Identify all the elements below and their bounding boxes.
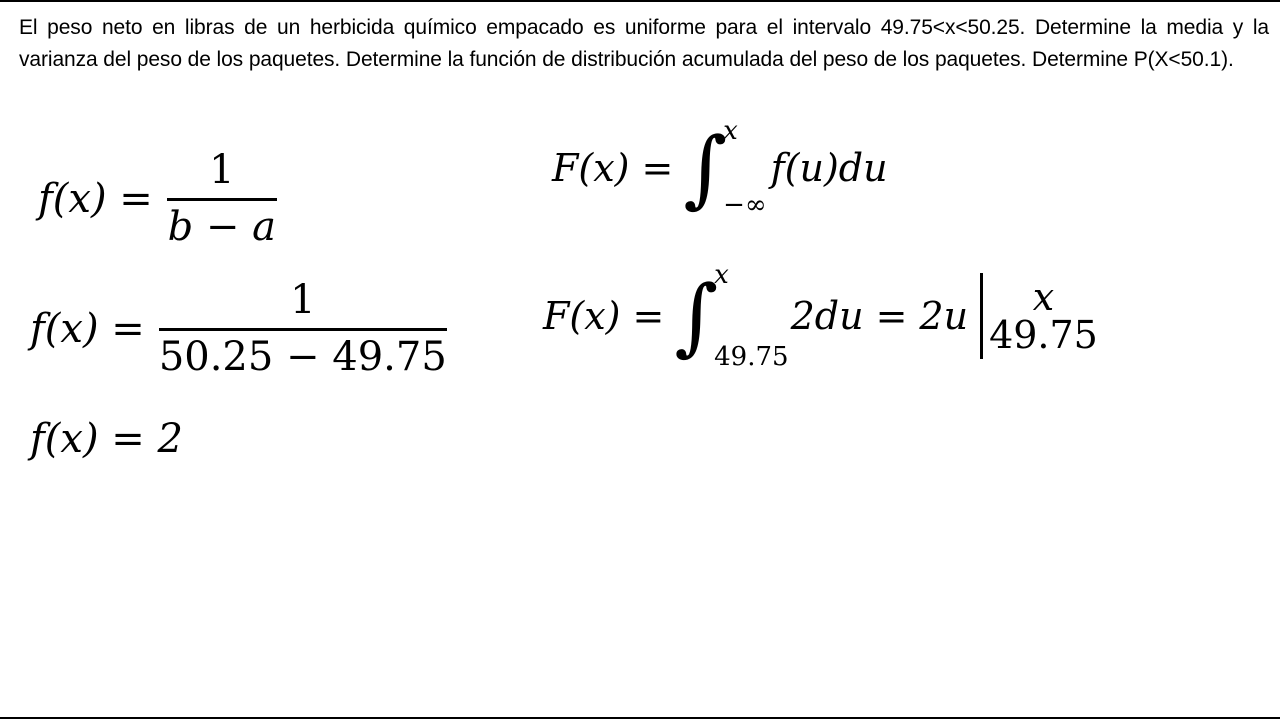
integral-lower-limit: 49.75 [714,342,789,372]
cdf-definition [552,118,888,218]
density-fraction [167,147,277,250]
problem-statement: El peso neto en libras de un herbicida químico empacado es uniforme para el intervalo 49.75<x<50.25. Determine la media y la varianza del peso de los paquetes. Determine la función de distribución acumulada del peso de los paquetes. Determine P(X<50.1). [19,16,1269,71]
integral [683,118,766,218]
integral-limits [723,118,766,218]
integral [674,262,788,370]
fraction-numerator: 1 [209,147,235,193]
density-lhs: f(x) = [38,175,153,222]
density-formula-general [38,147,277,250]
density-result: f(x) = 2 [30,416,183,462]
fraction-bar [159,328,447,331]
integral-lower-limit: −∞ [723,190,767,220]
evaluation-bar [980,273,983,359]
evaluation-limits [989,275,1098,357]
integral-sign: ∫ [674,267,719,365]
density-fraction [158,277,447,380]
integrand: f(u)du [770,146,888,190]
evaluation-lower-limit: 49.75 [989,313,1098,357]
integrand: 2du [790,294,864,338]
integral-upper-limit: x [714,260,729,290]
cdf-lhs: F(x) = [552,146,674,190]
equals-sign: = [875,294,908,338]
integral-upper-limit: x [723,116,738,146]
cdf-computation [543,262,1098,370]
fraction-bar [167,198,277,201]
density-lhs: f(x) = [30,305,145,352]
integral-sign: ∫ [683,119,728,217]
integral-limits [714,262,788,370]
antiderivative: 2u [919,294,969,338]
fraction-denominator: b − a [167,204,277,250]
bottom-rule [0,717,1280,719]
density-formula-substituted [30,277,447,380]
evaluation-upper-limit: x [1032,275,1055,319]
cdf-lhs: F(x) = [543,294,665,338]
top-rule [0,0,1280,2]
fraction-numerator: 1 [290,277,316,323]
fraction-denominator: 50.25 − 49.75 [158,334,447,380]
